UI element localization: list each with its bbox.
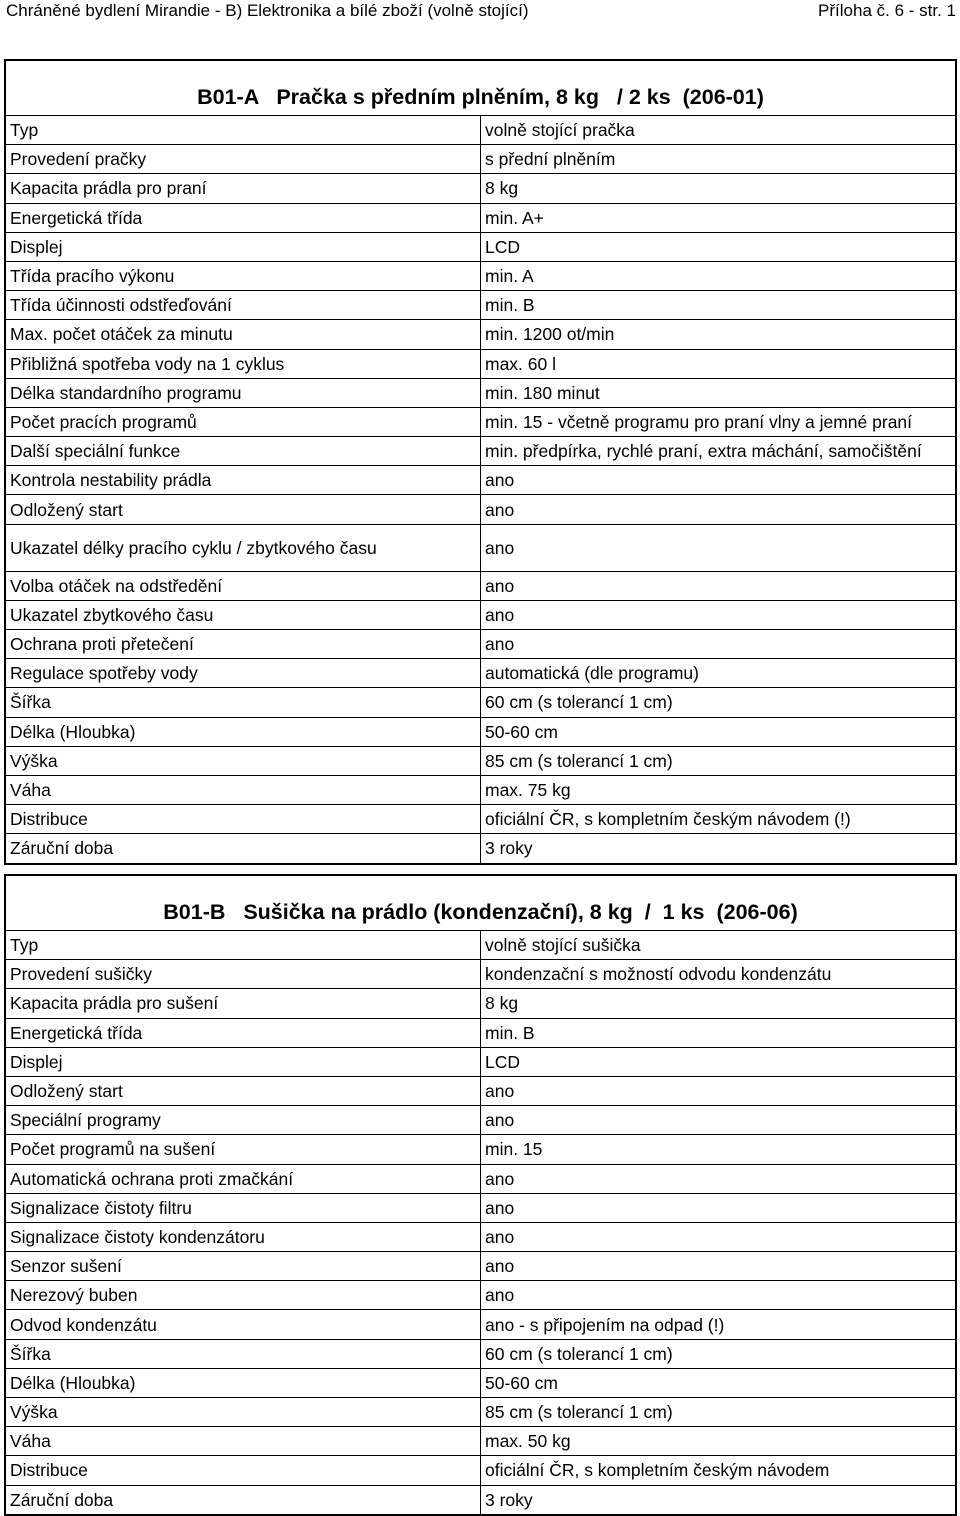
table-row: [5, 145, 956, 174]
section-title: B01-B Sušička na prádlo (kondenzační), 8 kg / 1 ks (206-06): [5, 875, 956, 931]
spec-value: 85 cm (s tolerancí 1 cm): [481, 1398, 957, 1427]
spec-value: oficiální ČR, s kompletním českým návodem: [481, 1456, 957, 1485]
spec-value: ano: [481, 1281, 957, 1310]
spec-label: Počet programů na sušení: [5, 1135, 481, 1164]
table-row: [5, 174, 956, 203]
spec-value: ano - s připojením na odpad (!): [481, 1310, 957, 1339]
spec-value: ano: [481, 1252, 957, 1281]
spec-label: Délka standardního programu: [5, 378, 481, 407]
spec-label: Kapacita prádla pro praní: [5, 174, 481, 203]
table-row: [5, 1310, 956, 1339]
spec-value: ano: [481, 524, 957, 571]
table-row: [5, 805, 956, 834]
spec-label: Distribuce: [5, 1456, 481, 1485]
spec-value: 3 roky: [485, 838, 533, 859]
spec-label: Záruční doba: [5, 1485, 481, 1515]
table-row: [5, 232, 956, 261]
spec-label: Ochrana proti přetečení: [5, 630, 481, 659]
table-row: [5, 1456, 956, 1485]
table-row: [5, 960, 956, 989]
table-row: [5, 659, 956, 688]
spec-value: ano: [481, 1222, 957, 1251]
table-row: [5, 1339, 956, 1368]
spec-label: Třída pracího výkonu: [5, 261, 481, 290]
spec-value: volně stojící sušička: [481, 931, 957, 960]
table-row: [5, 600, 956, 629]
spec-label: Provedení sušičky: [5, 960, 481, 989]
spec-value: s přední plněním: [481, 145, 957, 174]
spec-value: min. A+: [481, 203, 957, 232]
spec-label: Regulace spotřeby vody: [5, 659, 481, 688]
spec-value: automatická (dle programu): [481, 659, 957, 688]
spec-label: Délka (Hloubka): [5, 1368, 481, 1397]
table-row: [5, 437, 956, 466]
spec-value: 50-60 cm: [481, 1368, 957, 1397]
spec-value: ano: [481, 1106, 957, 1135]
table-row: [5, 116, 956, 145]
table-row: [5, 349, 956, 378]
spec-value: max. 75 kg: [481, 775, 957, 804]
spec-value: kondenzační s možností odvodu kondenzátu: [481, 960, 957, 989]
spec-value: min. 180 minut: [481, 378, 957, 407]
document-title: Chráněné bydlení Mirandie - B) Elektronika a bílé zboží (volně stojící): [6, 1, 529, 20]
spec-value: min. B: [481, 1018, 957, 1047]
table-row: [5, 407, 956, 436]
table-row: [5, 630, 956, 659]
table-row: [5, 1076, 956, 1105]
spec-label: Volba otáček na odstředění: [5, 571, 481, 600]
spec-label: Energetická třída: [5, 1018, 481, 1047]
table-row: [5, 203, 956, 232]
spec-label: Třída účinnosti odstřeďování: [5, 291, 481, 320]
spec-label: Odvod kondenzátu: [5, 1310, 481, 1339]
spec-value: ano: [481, 571, 957, 600]
table-row: [5, 1193, 956, 1222]
table-row: [5, 1135, 956, 1164]
spec-label: Šířka: [5, 1339, 481, 1368]
spec-label: Výška: [5, 1398, 481, 1427]
table-row: [5, 1164, 956, 1193]
table-row: [5, 524, 956, 571]
spec-label: Záruční doba: [5, 834, 481, 864]
spec-label: Senzor sušení: [5, 1252, 481, 1281]
spec-label: Kontrola nestability prádla: [5, 466, 481, 495]
table-row: [5, 1018, 956, 1047]
spec-table-dryer: [4, 874, 957, 1516]
table-row: [5, 717, 956, 746]
spec-value: ano: [481, 600, 957, 629]
spec-value: max. 60 l: [481, 349, 957, 378]
spec-value: max. 50 kg: [481, 1427, 957, 1456]
spec-value: min. 15: [481, 1135, 957, 1164]
table-row: [5, 378, 956, 407]
spec-value: 3 roky: [485, 1489, 533, 1510]
table-row: [5, 320, 956, 349]
spec-value: LCD: [481, 232, 957, 261]
spec-table-washer: [4, 59, 957, 865]
spec-value: ano: [481, 1164, 957, 1193]
table-row: [5, 746, 956, 775]
spec-label: Max. počet otáček za minutu: [5, 320, 481, 349]
spec-label: Displej: [5, 1047, 481, 1076]
spec-label: Přibližná spotřeba vody na 1 cyklus: [5, 349, 481, 378]
spec-value: ano: [481, 495, 957, 524]
spec-label: Váha: [5, 775, 481, 804]
table-row: [5, 1047, 956, 1076]
spec-label: Typ: [5, 931, 481, 960]
table-row: [5, 688, 956, 717]
spec-label: Typ: [5, 116, 481, 145]
spec-value: 60 cm (s tolerancí 1 cm): [481, 1339, 957, 1368]
table-row: [5, 1281, 956, 1310]
spec-label: Váha: [5, 1427, 481, 1456]
spec-value: 60 cm (s tolerancí 1 cm): [481, 688, 957, 717]
spec-value: min. 1200 ot/min: [481, 320, 957, 349]
table-row: [5, 1368, 956, 1397]
table-row: [5, 1252, 956, 1281]
table-row: [5, 775, 956, 804]
table-row: [5, 1106, 956, 1135]
spec-value: min. A: [481, 261, 957, 290]
table-row: [5, 291, 956, 320]
spec-label: Displej: [5, 232, 481, 261]
table-row: [5, 931, 956, 960]
spec-label: Odložený start: [5, 495, 481, 524]
page-number: Příloha č. 6 - str. 1: [818, 1, 956, 20]
spec-value: volně stojící pračka: [481, 116, 957, 145]
spec-value: 8 kg: [481, 989, 957, 1018]
spec-label: Ukazatel délky pracího cyklu / zbytkového času: [5, 524, 481, 571]
table-row: [5, 1222, 956, 1251]
spec-value: min. B: [481, 291, 957, 320]
spec-value: LCD: [481, 1047, 957, 1076]
page-header: [6, 0, 956, 22]
spec-label: Kapacita prádla pro sušení: [5, 989, 481, 1018]
table-row: [5, 989, 956, 1018]
section-title: B01-A Pračka s předním plněním, 8 kg / 2 ks (206-01): [5, 60, 956, 116]
spec-label: Signalizace čistoty filtru: [5, 1193, 481, 1222]
spec-label: Výška: [5, 746, 481, 775]
table-row: [5, 1398, 956, 1427]
spec-value: 50-60 cm: [481, 717, 957, 746]
table-row: [5, 495, 956, 524]
spec-label: Délka (Hloubka): [5, 717, 481, 746]
spec-label: Ukazatel zbytkového času: [5, 600, 481, 629]
table-row: [5, 834, 956, 864]
table-row: [5, 1427, 956, 1456]
spec-value: ano: [481, 1193, 957, 1222]
table-row: [5, 466, 956, 495]
spec-value: 85 cm (s tolerancí 1 cm): [481, 746, 957, 775]
table-row: [5, 571, 956, 600]
spec-label: Distribuce: [5, 805, 481, 834]
spec-label: Speciální programy: [5, 1106, 481, 1135]
spec-value: oficiální ČR, s kompletním českým návodem (!): [481, 805, 957, 834]
table-row: [5, 261, 956, 290]
spec-label: Energetická třída: [5, 203, 481, 232]
spec-label: Automatická ochrana proti zmačkání: [5, 1164, 481, 1193]
spec-label: Signalizace čistoty kondenzátoru: [5, 1222, 481, 1251]
spec-value: min. předpírka, rychlé praní, extra máchání, samočištění: [481, 437, 957, 466]
table-row: [5, 1485, 956, 1515]
spec-value: min. 15 - včetně programu pro praní vlny a jemné praní: [481, 407, 957, 436]
spec-value: ano: [481, 466, 957, 495]
spec-label: Odložený start: [5, 1076, 481, 1105]
spec-label: Nerezový buben: [5, 1281, 481, 1310]
spec-label: Další speciální funkce: [5, 437, 481, 466]
spec-value: ano: [481, 630, 957, 659]
spec-value: 8 kg: [481, 174, 957, 203]
spec-label: Šířka: [5, 688, 481, 717]
spec-label: Počet pracích programů: [5, 407, 481, 436]
spec-label: Provedení pračky: [5, 145, 481, 174]
spec-value: ano: [481, 1076, 957, 1105]
